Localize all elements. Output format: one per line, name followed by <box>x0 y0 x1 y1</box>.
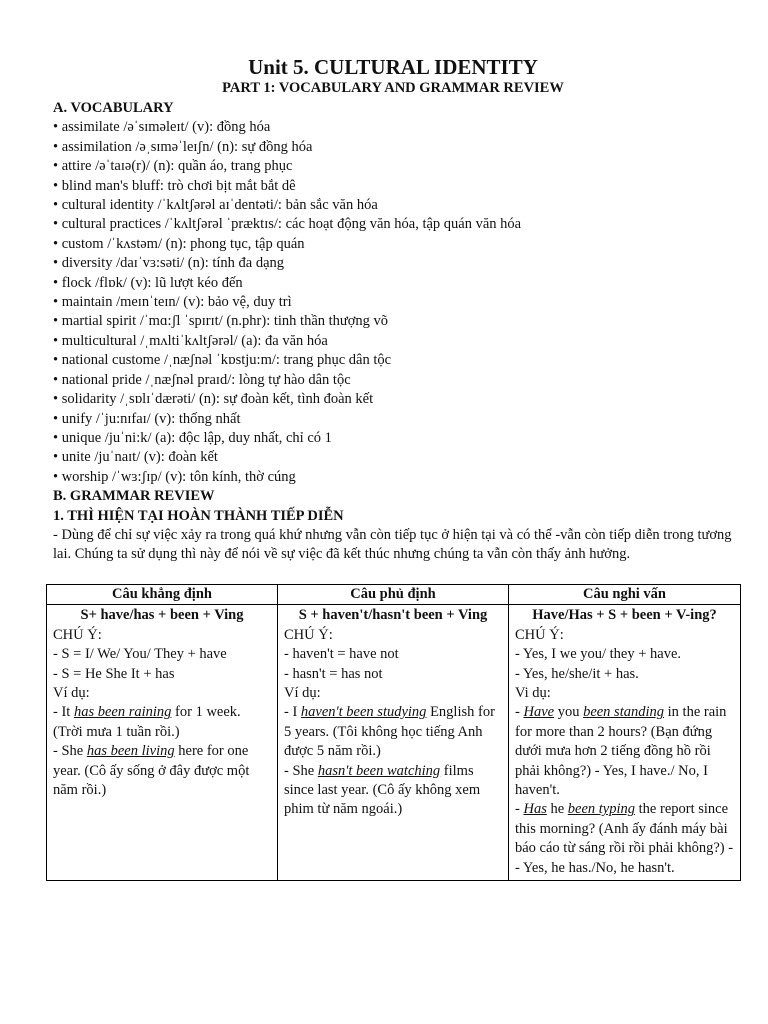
example-text: - <box>515 704 524 721</box>
bullet-icon: • <box>53 158 59 175</box>
example-text: - It <box>53 704 74 721</box>
vocabulary-item <box>53 215 733 234</box>
table-header-row <box>47 585 741 605</box>
unit-title: Unit 5. CULTURAL IDENTITY <box>248 55 538 79</box>
example-aux: Have <box>523 704 555 721</box>
negative-cell <box>278 605 509 881</box>
note-line: - haven't = have not <box>284 646 399 663</box>
vocabulary-text: cultural practices /ˈkʌltʃərəl ˈpræktɪs/: các hoạt động văn hóa, tập quán văn hóa <box>61 216 522 233</box>
vocabulary-item <box>53 196 733 215</box>
vocabulary-text: cultural identity /ˈkʌltʃərəl aɪˈdentəti/: bản sắc văn hóa <box>61 197 378 214</box>
bullet-icon: • <box>53 177 59 194</box>
vocabulary-heading: A. VOCABULARY <box>53 100 174 116</box>
example-text: - She <box>284 762 318 779</box>
example-verb: has been living <box>86 743 175 760</box>
example-text: - I <box>284 704 301 721</box>
vocabulary-text: maintain /meɪnˈteɪn/ (v): bảo vệ, duy trì <box>61 294 292 311</box>
bullet-icon: • <box>53 216 59 233</box>
note-label: CHÚ Ý: <box>284 626 333 643</box>
vocabulary-item <box>53 332 733 351</box>
example-aux: Has <box>523 801 547 818</box>
example-verb: been typing <box>567 801 636 818</box>
part-subtitle: PART 1: VOCABULARY AND GRAMMAR REVIEW <box>222 80 564 96</box>
vocabulary-item <box>53 410 733 429</box>
vocabulary-text: solidarity /ˌsɒlɪˈdærəti/ (n): sự đoàn kết, tình đoàn kết <box>61 391 374 408</box>
example-text: films since last year. (Cô ấy không xem phim từ năm ngoái.) <box>284 762 481 818</box>
table-row <box>47 605 741 881</box>
document-body <box>53 99 733 565</box>
example-verb: haven't been studying <box>300 704 427 721</box>
bullet-icon: • <box>53 468 59 485</box>
affirmative-formula: S+ have/has + been + Ving <box>80 607 244 624</box>
affirmative-cell <box>47 605 278 881</box>
example-text: in the rain for more than 2 hours? (Bạn đứng dưới mưa hơn 2 tiếng đồng hồ rồi phải không?) - Yes, I have./ No, I haven't. <box>515 704 727 799</box>
bullet-icon: • <box>53 255 59 272</box>
vocabulary-item <box>53 371 733 390</box>
note-line: - Yes, I we you/ they + have. <box>515 646 682 663</box>
bullet-icon: • <box>53 119 59 136</box>
vocabulary-text: assimilation /əˌsɪməˈleɪʃn/ (n): sự đồng hóa <box>61 138 313 155</box>
bullet-icon: • <box>53 294 59 311</box>
example-text: - <box>515 801 524 818</box>
vocabulary-text: national custome /ˌnæʃnəl ˈkɒstju:m/: trang phục dân tộc <box>61 352 392 369</box>
vocabulary-item <box>53 448 733 467</box>
bullet-icon: • <box>53 391 59 408</box>
vocabulary-item <box>53 118 733 137</box>
example-sentence <box>53 742 271 800</box>
example-text: - She <box>53 743 87 760</box>
vocabulary-item <box>53 157 733 176</box>
note-label: CHÚ Ý: <box>515 626 564 643</box>
example-sentence <box>53 703 271 742</box>
bullet-icon: • <box>53 352 59 369</box>
vocabulary-item <box>53 274 733 293</box>
example-verb: hasn't been watching <box>317 762 441 779</box>
note-line: - hasn't = has not <box>284 665 383 682</box>
negative-formula: S + haven't/hasn't been + Ving <box>298 607 488 624</box>
grammar-heading: B. GRAMMAR REVIEW <box>53 488 215 505</box>
vocabulary-text: multicultural /ˌmʌltiˈkʌltʃərəl/ (a): đa văn hóa <box>61 332 328 349</box>
vocabulary-text: national pride /ˌnæʃnəl praɪd/: lòng tự hào dân tộc <box>61 371 351 388</box>
vocabulary-text: unite /juˈnaɪt/ (v): đoàn kết <box>61 449 218 466</box>
vocabulary-item <box>53 177 733 196</box>
vocabulary-item <box>53 312 733 331</box>
vocabulary-item <box>53 293 733 312</box>
vocabulary-item <box>53 351 733 370</box>
example-sentence <box>284 703 502 761</box>
note-line: - S = He She It + has <box>53 665 175 682</box>
bullet-icon: • <box>53 235 59 252</box>
header-interrogative: Câu nghi vấn <box>509 585 741 605</box>
note-line: - S = I/ We/ You/ They + have <box>53 646 227 663</box>
tense-description: - Dùng để chỉ sự việc xảy ra trong quá khứ nhưng vẫn còn tiếp tục ở hiện tại và có thể -vẫn còn tiếp diễn trong tương lai. Chúng ta sử dụng thì này để nói về sự việc đã kết thúc nhưng chúng ta vẫn còn thấy ảnh hưởng. <box>53 526 732 563</box>
example-text: here for one year. (Cô ấy sống ở đây được một năm rồi.) <box>53 743 250 799</box>
note-line: - Yes, he/she/it + has. <box>515 665 639 682</box>
example-text: the report since this morning? (Anh ấy đánh máy bài báo cáo từ sáng rồi rồi phải không?) - - Yes, he has./No, he hasn't. <box>515 801 734 876</box>
bullet-icon: • <box>53 371 59 388</box>
vocabulary-item <box>53 138 733 157</box>
example-label: Ví dụ: <box>284 685 321 702</box>
example-sentence <box>515 800 734 878</box>
vocabulary-text: unify /ˈju:nɪfaɪ/ (v): thống nhất <box>61 410 241 427</box>
vocabulary-text: blind man's bluff: trò chơi bịt mắt bắt dê <box>61 177 296 194</box>
example-sentence <box>284 762 502 820</box>
bullet-icon: • <box>53 313 59 330</box>
example-text: he <box>546 801 568 818</box>
vocabulary-item <box>53 390 733 409</box>
tense-heading: 1. THÌ HIỆN TẠI HOÀN THÀNH TIẾP DIỄN <box>53 507 344 524</box>
interrogative-cell <box>509 605 741 881</box>
vocabulary-item <box>53 429 733 448</box>
bullet-icon: • <box>53 410 59 427</box>
vocabulary-item <box>53 254 733 273</box>
vocabulary-text: assimilate /əˈsɪməleɪt/ (v): đồng hóa <box>61 119 271 136</box>
grammar-table <box>46 584 741 881</box>
header-affirmative: Câu khẳng định <box>47 585 278 605</box>
vocabulary-item <box>53 235 733 254</box>
bullet-icon: • <box>53 197 59 214</box>
vocabulary-text: flock /flɒk/ (v): lũ lượt kéo đến <box>61 274 243 291</box>
vocabulary-text: custom /ˈkʌstəm/ (n): phong tục, tập quán <box>61 235 305 252</box>
bullet-icon: • <box>53 449 59 466</box>
bullet-icon: • <box>53 274 59 291</box>
vocabulary-text: attire /əˈtaɪə(r)/ (n): quần áo, trang phục <box>61 158 293 175</box>
bullet-icon: • <box>53 138 59 155</box>
vocabulary-text: unique /juˈni:k/ (a): độc lập, duy nhất, chỉ có 1 <box>61 429 332 446</box>
vocabulary-item <box>53 468 733 487</box>
example-text: you <box>554 704 584 721</box>
vocabulary-text: martial spirit /ˈmɑ:ʃl ˈspɪrɪt/ (n.phr): tinh thần thượng võ <box>61 313 389 330</box>
vocabulary-text: worship /ˈwɜ:ʃɪp/ (v): tôn kính, thờ cúng <box>61 468 296 485</box>
example-text: for 1 week. (Trời mưa 1 tuần rồi.) <box>53 704 241 740</box>
note-label: CHÚ Ý: <box>53 626 102 643</box>
example-label: Vi dụ: <box>515 685 551 702</box>
example-verb: has been raining <box>73 704 172 721</box>
header-negative: Câu phủ định <box>278 585 509 605</box>
example-text: English for 5 years. (Tôi không học tiếng Anh được 5 năm rồi.) <box>284 704 495 760</box>
example-verb: been standing <box>583 704 665 721</box>
vocabulary-text: diversity /daɪˈvɜ:səti/ (n): tính đa dạng <box>61 255 285 272</box>
interrogative-formula: Have/Has + S + been + V-ing? <box>532 607 717 624</box>
vocabulary-list <box>53 118 733 487</box>
example-label: Ví dụ: <box>53 685 90 702</box>
bullet-icon: • <box>53 429 59 446</box>
bullet-icon: • <box>53 332 59 349</box>
example-sentence <box>515 703 734 800</box>
